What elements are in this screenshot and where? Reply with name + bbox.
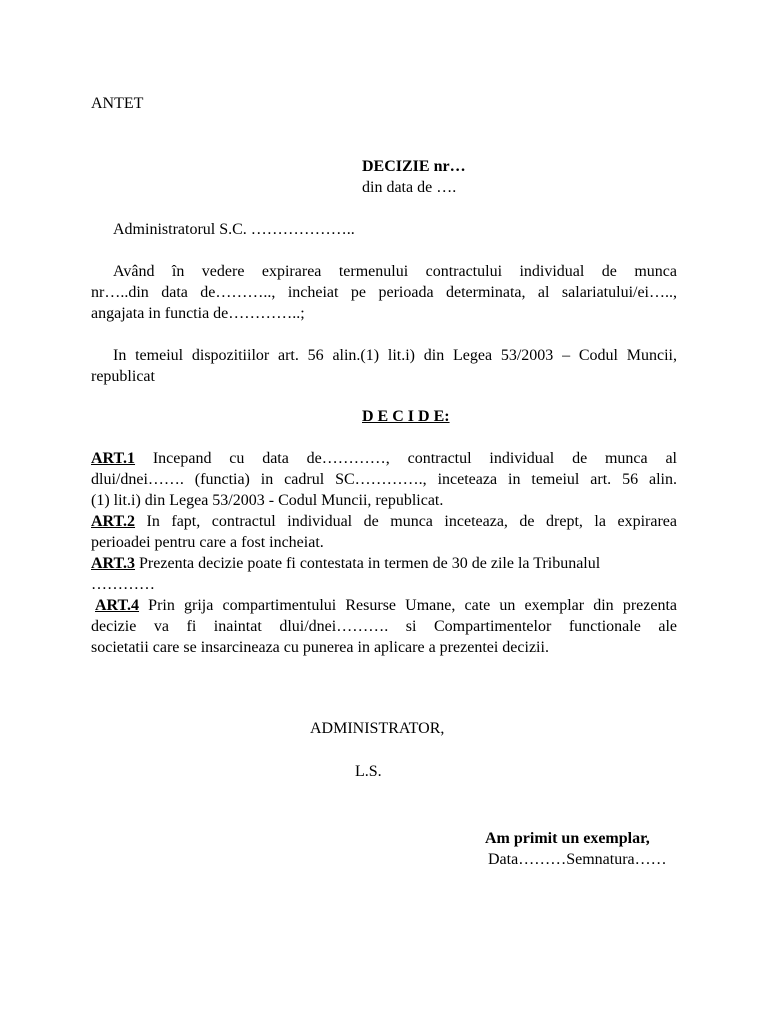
article-text: Prezenta decizie poate fi contestata in termen de 30 de zile la Tribunalul [135,555,601,572]
signatory-role: ADMINISTRATOR, [310,720,445,737]
article-text: In fapt, contractul individual de munca inceteaza, de drept, la expirarea [135,513,677,530]
article-label: ART.2 [91,513,136,530]
article-1 [91,448,677,511]
article-label: ART.3 [91,555,136,572]
article-line: dlui/dnei……. (functia) in cadrul SC…………., inceteaza in temeiul art. 56 alin. [91,471,677,488]
article-line: (1) lit.i) din Legea 53/2003 - Codul Muncii, republicat. [91,492,444,509]
article-3 [91,553,677,595]
article-text: Prin grija compartimentului Resurse Umane, cate un exemplar din prezenta [139,597,677,614]
preamble-paragraph [91,261,677,324]
article-label: ART.1 [91,450,136,467]
decision-title: DECIZIE nr… [362,158,466,175]
seal-placeholder: L.S. [355,763,382,780]
article-4 [91,595,677,658]
article-line: societatii care se insarcineaza cu punerea in aplicare a prezentei decizii. [91,639,549,656]
issuer-line: Administratorul S.C. ……………….. [113,221,355,238]
receipt-date-signature: Data………Semnatura…… [488,851,667,868]
legal-basis-line: republicat [91,368,155,385]
article-line: perioadei pentru care a fost incheiat. [91,534,324,551]
letterhead-placeholder: ANTET [91,95,144,112]
legal-basis-paragraph [91,345,677,387]
article-line: ………… [91,576,155,593]
preamble-line: Având în vedere expirarea termenului contractului individual de munca [113,263,677,280]
article-text: Incepand cu data de…………, contractul individual de munca al [135,450,677,467]
article-line: decizie va fi inaintat dlui/dnei………. si Compartimentelor functionale ale [91,618,677,635]
legal-basis-line: In temeiul dispozitiilor art. 56 alin.(1) lit.i) din Legea 53/2003 – Codul Muncii, [113,347,677,364]
article-line [91,553,677,574]
article-line [91,595,677,616]
decide-heading: D E C I D E: [362,408,450,425]
article-2 [91,511,677,553]
article-line [91,511,677,532]
article-label: ART.4 [95,597,140,614]
preamble-line: nr…..din data de……….., incheiat pe perioada determinata, al salariatului/ei….., [91,284,677,301]
receipt-title: Am primit un exemplar, [485,830,650,847]
decision-date: din data de …. [362,179,457,196]
preamble-line: angajata in functia de…………..; [91,305,305,322]
article-line [91,448,677,469]
